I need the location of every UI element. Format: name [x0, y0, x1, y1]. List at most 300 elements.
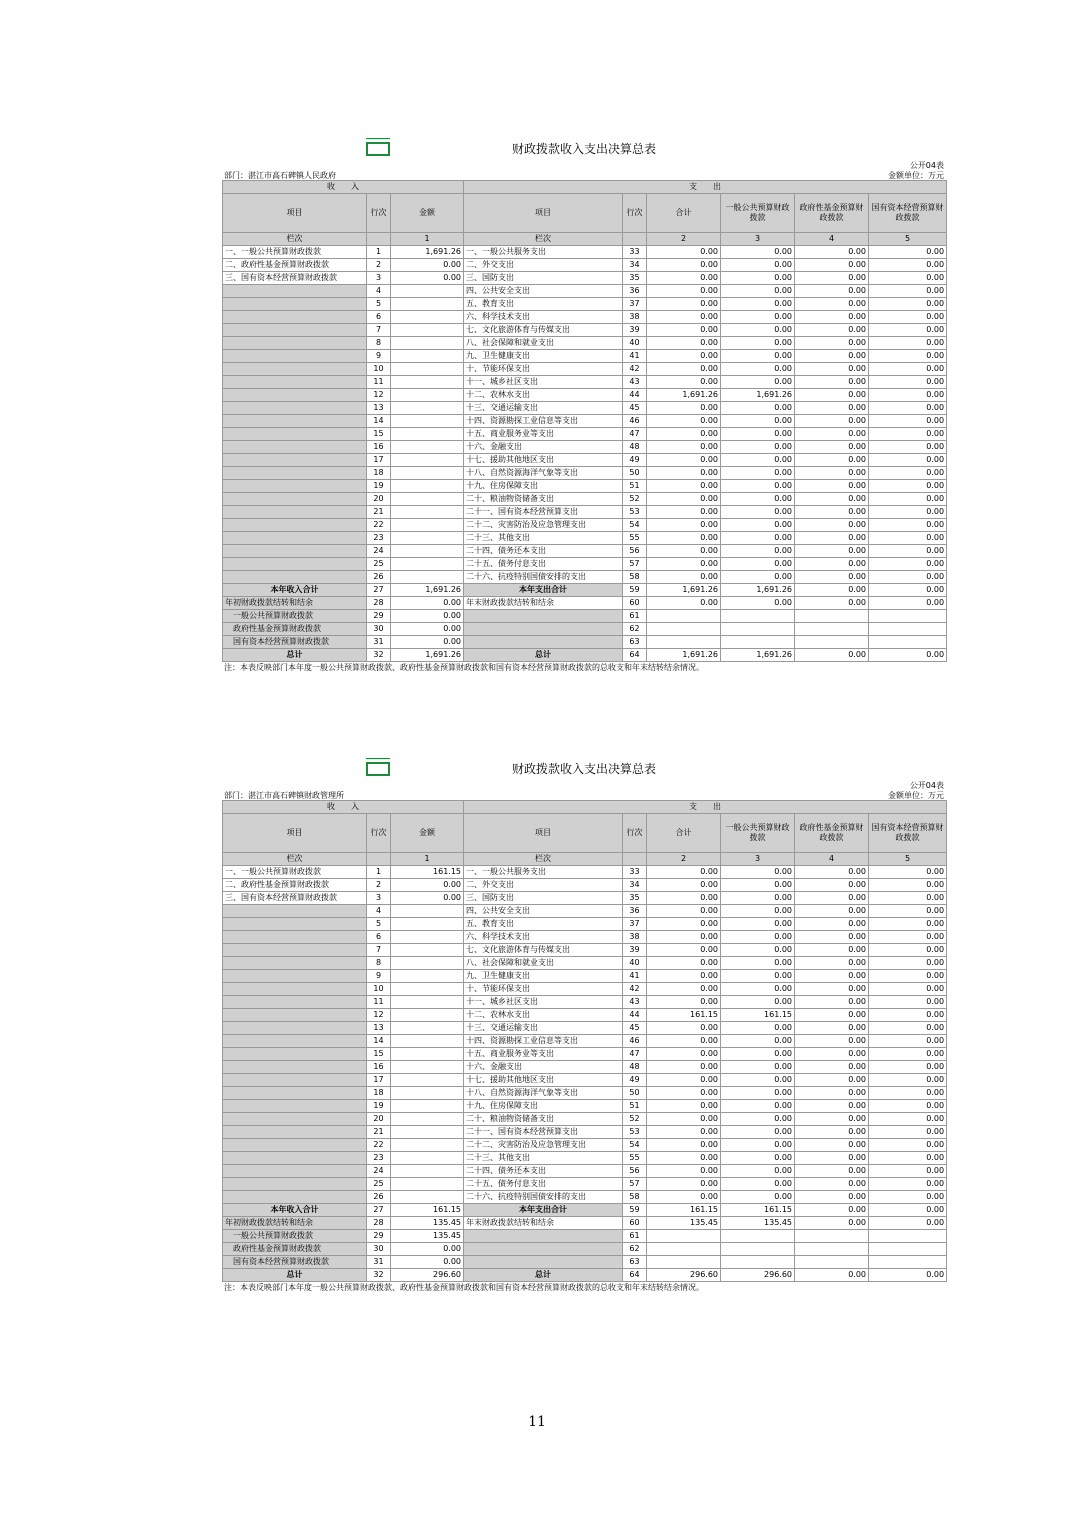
- expense-state: 0.00: [869, 428, 947, 441]
- table-row: [223, 996, 947, 1009]
- empty-cell: [647, 1256, 721, 1269]
- expense-state: 0.00: [869, 545, 947, 558]
- expense-fund: 0.00: [795, 545, 869, 558]
- expense-general: 0.00: [721, 879, 795, 892]
- col-item: 项目: [223, 814, 367, 853]
- expense-item: 二十四、债务还本支出: [464, 545, 623, 558]
- amount-unit: 金额单位：万元: [888, 171, 944, 180]
- expense-fund: 0.00: [795, 1087, 869, 1100]
- empty-cell: [223, 970, 367, 983]
- expense-general: 0.00: [721, 337, 795, 350]
- row-number: 63: [623, 636, 647, 649]
- expense-general: 0.00: [721, 944, 795, 957]
- table-row: [223, 532, 947, 545]
- form-code: 公开04表: [909, 161, 944, 170]
- empty-cell: [869, 636, 947, 649]
- row-number: 22: [367, 1139, 391, 1152]
- expense-item: 十九、住房保障支出: [464, 1100, 623, 1113]
- empty-cell: [223, 1022, 367, 1035]
- expense-general: 0.00: [721, 1178, 795, 1191]
- expense-item: 六、科学技术支出: [464, 311, 623, 324]
- expense-total: 0.00: [647, 931, 721, 944]
- empty-cell: [391, 480, 464, 493]
- table-row: [223, 480, 947, 493]
- table-row: [223, 467, 947, 480]
- income-item: 一、一般公共预算财政拨款: [223, 246, 367, 259]
- expense-total: 0.00: [647, 1126, 721, 1139]
- expense-general: 0.00: [721, 1035, 795, 1048]
- expense-total: 0.00: [647, 506, 721, 519]
- expense-item: 二十五、债务付息支出: [464, 1178, 623, 1191]
- row-number: 46: [623, 1035, 647, 1048]
- expense-state: 0.00: [869, 519, 947, 532]
- expense-general: 0.00: [721, 415, 795, 428]
- grand-row: [223, 1269, 947, 1282]
- expense-state: 0.00: [869, 1009, 947, 1022]
- sub-label: 政府性基金预算财政拨款: [223, 1243, 367, 1256]
- expense-fund: 0.00: [795, 892, 869, 905]
- expense-fund: 0.00: [795, 324, 869, 337]
- empty-cell: [464, 636, 623, 649]
- empty-cell: [223, 1191, 367, 1204]
- expense-general: 0.00: [721, 259, 795, 272]
- empty-cell: [391, 519, 464, 532]
- expense-item: 十二、农林水支出: [464, 1009, 623, 1022]
- empty-cell: [391, 1087, 464, 1100]
- expense-state: 0.00: [869, 441, 947, 454]
- expense-fund: 0.00: [795, 970, 869, 983]
- expense-general: 0.00: [721, 324, 795, 337]
- col-item: 项目: [223, 194, 367, 233]
- expense-state: 0.00: [869, 983, 947, 996]
- expense-total: 0.00: [647, 1074, 721, 1087]
- sub-label: 一般公共预算财政拨款: [223, 610, 367, 623]
- header-row-1: [223, 181, 947, 194]
- table-row: [223, 1087, 947, 1100]
- title-text: 财政拨款收入支出决算总表: [511, 142, 656, 156]
- expense-general: 0.00: [721, 970, 795, 983]
- empty-cell: [391, 1126, 464, 1139]
- table-row: [223, 1074, 947, 1087]
- expense-state: 0.00: [869, 1178, 947, 1191]
- expense-item: 七、文化旅游体育与传媒支出: [464, 324, 623, 337]
- expense-fund: 0.00: [795, 879, 869, 892]
- expense-fund: 0.00: [795, 337, 869, 350]
- expense-state: 0.00: [869, 918, 947, 931]
- row-number: 60: [623, 597, 647, 610]
- row-number: 32: [367, 649, 391, 662]
- row-number: 49: [623, 454, 647, 467]
- empty-cell: [391, 1139, 464, 1152]
- row-number: 16: [367, 441, 391, 454]
- row-number: 53: [623, 506, 647, 519]
- empty-cell: [391, 428, 464, 441]
- row-number: 1: [367, 866, 391, 879]
- expense-fund: 0.00: [795, 1165, 869, 1178]
- row-number: 60: [623, 1217, 647, 1230]
- expense-item: 十三、交通运输支出: [464, 402, 623, 415]
- expense-total: 0.00: [647, 363, 721, 376]
- expense-fund: 0.00: [795, 363, 869, 376]
- expense-total: 0.00: [647, 337, 721, 350]
- total-expense-label: 本年支出合计: [464, 584, 623, 597]
- row-number: 56: [623, 545, 647, 558]
- expense-item: 九、卫生健康支出: [464, 350, 623, 363]
- expense-fund: 0.00: [795, 454, 869, 467]
- row-number: 4: [367, 285, 391, 298]
- sub-amount: 0.00: [391, 610, 464, 623]
- expense-total: 0.00: [647, 879, 721, 892]
- row-number: 38: [623, 931, 647, 944]
- expense-fund: 0.00: [795, 1022, 869, 1035]
- row-number: 19: [367, 1100, 391, 1113]
- lanci-label: 栏次: [464, 853, 623, 866]
- empty-cell: [223, 311, 367, 324]
- title-text: 财政拨款收入支出决算总表: [511, 762, 656, 776]
- table-row: [223, 285, 947, 298]
- row-number: 10: [367, 363, 391, 376]
- expense-state: 0.00: [869, 1152, 947, 1165]
- expense-fund: 0.00: [795, 467, 869, 480]
- row-number: 49: [623, 1074, 647, 1087]
- row-number: 56: [623, 1165, 647, 1178]
- row-number: 48: [623, 1061, 647, 1074]
- expense-fund: 0.00: [795, 983, 869, 996]
- header-row-2: [223, 814, 947, 853]
- row-number: 43: [623, 376, 647, 389]
- begin-amount: 135.45: [391, 1217, 464, 1230]
- expense-fund: 0.00: [795, 1035, 869, 1048]
- sub-label: 国有资本经营预算财政拨款: [223, 1256, 367, 1269]
- row-number: 51: [623, 480, 647, 493]
- empty-cell: [869, 1243, 947, 1256]
- row-number: 18: [367, 467, 391, 480]
- row-number: 5: [367, 918, 391, 931]
- row-number: 24: [367, 545, 391, 558]
- empty-cell: [391, 376, 464, 389]
- expense-general: 0.00: [721, 931, 795, 944]
- row-number: 28: [367, 1217, 391, 1230]
- expense-general: 0.00: [721, 996, 795, 1009]
- empty-cell: [223, 905, 367, 918]
- expense-total: 0.00: [647, 1100, 721, 1113]
- row-number: 13: [367, 1022, 391, 1035]
- income-item: 三、国有资本经营预算财政拨款: [223, 272, 367, 285]
- col-general: 一般公共预算财政拨款: [721, 814, 795, 853]
- empty-cell: [223, 285, 367, 298]
- empty-cell: [464, 623, 623, 636]
- row-number: 58: [623, 1191, 647, 1204]
- row-number: 22: [367, 519, 391, 532]
- expense-item: 十七、援助其他地区支出: [464, 1074, 623, 1087]
- row-number: 8: [367, 337, 391, 350]
- expense-item: 十六、金融支出: [464, 441, 623, 454]
- expense-item: 八、社会保障和就业支出: [464, 957, 623, 970]
- row-number: 37: [623, 298, 647, 311]
- table-row: [223, 272, 947, 285]
- expense-state: 0.00: [869, 246, 947, 259]
- row-number: 10: [367, 983, 391, 996]
- expense-state: 0.00: [869, 1113, 947, 1126]
- empty-cell: [223, 324, 367, 337]
- expense-item: 二十四、债务还本支出: [464, 1165, 623, 1178]
- col-state: 国有资本经营预算财政拨款: [869, 194, 947, 233]
- expense-item: 二十一、国有资本经营预算支出: [464, 1126, 623, 1139]
- table-row: [223, 957, 947, 970]
- row-number: 58: [623, 571, 647, 584]
- expense-item: 二十一、国有资本经营预算支出: [464, 506, 623, 519]
- expense-state: 0.00: [869, 324, 947, 337]
- empty-cell: [647, 623, 721, 636]
- total-income: 1,691.26: [391, 584, 464, 597]
- empty-cell: [623, 233, 647, 246]
- empty-cell: [367, 233, 391, 246]
- expense-total: 0.00: [647, 467, 721, 480]
- empty-cell: [391, 957, 464, 970]
- empty-cell: [721, 1256, 795, 1269]
- row-number: 28: [367, 597, 391, 610]
- row-number: 37: [623, 918, 647, 931]
- expense-fund: 0.00: [795, 905, 869, 918]
- total-expense-label: 本年支出合计: [464, 1204, 623, 1217]
- expense-item: 十、节能环保支出: [464, 363, 623, 376]
- expense-state: 0.00: [869, 350, 947, 363]
- sub-row: [223, 636, 947, 649]
- empty-cell: [869, 623, 947, 636]
- empty-cell: [391, 1022, 464, 1035]
- expense-fund: 0.00: [795, 944, 869, 957]
- income-amount: 0.00: [391, 259, 464, 272]
- expense-general: 0.00: [721, 957, 795, 970]
- expense-total: 0.00: [647, 441, 721, 454]
- income-amount: 1,691.26: [391, 246, 464, 259]
- expense-state: 0.00: [869, 1087, 947, 1100]
- expense-state: 0.00: [869, 337, 947, 350]
- expense-state: 0.00: [869, 389, 947, 402]
- empty-cell: [869, 1230, 947, 1243]
- empty-cell: [223, 1165, 367, 1178]
- expense-fund: 0.00: [795, 1191, 869, 1204]
- sub-row: [223, 610, 947, 623]
- carry-row: [223, 597, 947, 610]
- table-row: [223, 1009, 947, 1022]
- expense-fund: 0.00: [795, 558, 869, 571]
- end-amount: 0.00: [869, 1217, 947, 1230]
- lanci-label: 栏次: [223, 233, 367, 246]
- expense-general: 0.00: [721, 480, 795, 493]
- table-row: [223, 918, 947, 931]
- row-number: 47: [623, 1048, 647, 1061]
- col-index: 3: [721, 853, 795, 866]
- sub-row: [223, 1230, 947, 1243]
- carry-row: [223, 1217, 947, 1230]
- row-number: 40: [623, 337, 647, 350]
- expense-total: 0.00: [647, 350, 721, 363]
- row-number: 2: [367, 259, 391, 272]
- end-amount: 135.45: [647, 1217, 721, 1230]
- expense-total: 0.00: [647, 558, 721, 571]
- expense-general: 161.15: [721, 1009, 795, 1022]
- expense-total: 0.00: [647, 1113, 721, 1126]
- grand-income: 296.60: [391, 1269, 464, 1282]
- empty-cell: [464, 1230, 623, 1243]
- row-number: 29: [367, 610, 391, 623]
- row-number: 16: [367, 1061, 391, 1074]
- end-amount: 0.00: [869, 597, 947, 610]
- expense-fund: 0.00: [795, 1061, 869, 1074]
- table-row: [223, 298, 947, 311]
- expense-header: 支 出: [464, 181, 947, 194]
- table-row: [223, 1035, 947, 1048]
- grand-exp: 0.00: [869, 1269, 947, 1282]
- expense-general: 0.00: [721, 571, 795, 584]
- row-number: 23: [367, 1152, 391, 1165]
- table-row: [223, 1178, 947, 1191]
- income-amount: 0.00: [391, 879, 464, 892]
- expense-total: 0.00: [647, 402, 721, 415]
- row-number: 24: [367, 1165, 391, 1178]
- expense-total: 0.00: [647, 1139, 721, 1152]
- expense-state: 0.00: [869, 996, 947, 1009]
- row-number: 39: [623, 944, 647, 957]
- expense-total: 0.00: [647, 298, 721, 311]
- row-number: 30: [367, 623, 391, 636]
- table-row: [223, 983, 947, 996]
- income-item: 二、政府性基金预算财政拨款: [223, 879, 367, 892]
- row-number: 44: [623, 1009, 647, 1022]
- begin-label: 年初财政拨款结转和结余: [223, 597, 367, 610]
- row-number: 8: [367, 957, 391, 970]
- budget-table: [222, 180, 947, 662]
- empty-cell: [223, 532, 367, 545]
- empty-cell: [464, 1256, 623, 1269]
- expense-fund: 0.00: [795, 1100, 869, 1113]
- row-number: 35: [623, 892, 647, 905]
- income-item: 三、国有资本经营预算财政拨款: [223, 892, 367, 905]
- sub-label: 政府性基金预算财政拨款: [223, 623, 367, 636]
- expense-state: 0.00: [869, 415, 947, 428]
- empty-cell: [391, 350, 464, 363]
- expense-fund: 0.00: [795, 402, 869, 415]
- row-number: 64: [623, 649, 647, 662]
- col-item: 项目: [464, 194, 623, 233]
- expense-fund: 0.00: [795, 376, 869, 389]
- total-income-label: 本年收入合计: [223, 1204, 367, 1217]
- sub-row: [223, 1243, 947, 1256]
- row-number: 35: [623, 272, 647, 285]
- department: 部门：湛江市高石碑镇人民政府: [224, 171, 336, 180]
- expense-total: 0.00: [647, 892, 721, 905]
- expense-total: 0.00: [647, 1152, 721, 1165]
- expense-state: 0.00: [869, 285, 947, 298]
- expense-general: 0.00: [721, 905, 795, 918]
- table-row: [223, 311, 947, 324]
- row-number: 6: [367, 311, 391, 324]
- grand-exp: 1,691.26: [721, 649, 795, 662]
- empty-cell: [391, 506, 464, 519]
- empty-cell: [223, 1087, 367, 1100]
- expense-fund: 0.00: [795, 246, 869, 259]
- expense-general: 0.00: [721, 1191, 795, 1204]
- department: 部门：湛江市高石碑镇财政管理所: [224, 791, 344, 800]
- row-number: 2: [367, 879, 391, 892]
- empty-cell: [464, 1243, 623, 1256]
- expense-general: 0.00: [721, 285, 795, 298]
- row-number: 54: [623, 519, 647, 532]
- row-number: 7: [367, 944, 391, 957]
- expense-general: 0.00: [721, 983, 795, 996]
- expense-fund: 0.00: [795, 1178, 869, 1191]
- table-row: [223, 571, 947, 584]
- index-row: [223, 853, 947, 866]
- selected-cell-marker[interactable]: [366, 142, 390, 156]
- empty-cell: [223, 298, 367, 311]
- table-row: [223, 428, 947, 441]
- row-number: 43: [623, 996, 647, 1009]
- empty-cell: [647, 1230, 721, 1243]
- expense-state: 0.00: [869, 493, 947, 506]
- table-row: [223, 441, 947, 454]
- expense-fund: 0.00: [795, 1139, 869, 1152]
- expense-item: 十六、金融支出: [464, 1061, 623, 1074]
- form-code: 公开04表: [909, 781, 944, 790]
- empty-cell: [391, 493, 464, 506]
- empty-cell: [391, 944, 464, 957]
- empty-cell: [795, 1243, 869, 1256]
- expense-state: 0.00: [869, 558, 947, 571]
- empty-cell: [223, 983, 367, 996]
- empty-cell: [647, 1243, 721, 1256]
- expense-general: 0.00: [721, 1100, 795, 1113]
- row-number: 55: [623, 1152, 647, 1165]
- expense-state: 0.00: [869, 454, 947, 467]
- income-amount: 0.00: [391, 892, 464, 905]
- empty-cell: [391, 415, 464, 428]
- expense-item: 二、外交支出: [464, 879, 623, 892]
- expense-state: 0.00: [869, 892, 947, 905]
- expense-state: 0.00: [869, 944, 947, 957]
- table-row: [223, 363, 947, 376]
- empty-cell: [223, 337, 367, 350]
- expense-fund: 0.00: [795, 298, 869, 311]
- empty-cell: [223, 1178, 367, 1191]
- expense-item: 二十、粮油物资储备支出: [464, 1113, 623, 1126]
- total-exp: 0.00: [795, 584, 869, 597]
- expense-general: 0.00: [721, 532, 795, 545]
- expense-general: 0.00: [721, 1087, 795, 1100]
- expense-state: 0.00: [869, 931, 947, 944]
- expense-total: 0.00: [647, 996, 721, 1009]
- row-number: 9: [367, 350, 391, 363]
- grand-exp: 1,691.26: [647, 649, 721, 662]
- selected-cell-marker[interactable]: [366, 762, 390, 776]
- table-row: [223, 1139, 947, 1152]
- row-number: 61: [623, 1230, 647, 1243]
- sheet-title: [222, 140, 946, 158]
- table-row: [223, 454, 947, 467]
- expense-general: 0.00: [721, 918, 795, 931]
- col-total: 合计: [647, 194, 721, 233]
- sheet-title: [222, 760, 946, 778]
- expense-general: 0.00: [721, 519, 795, 532]
- sub-amount: 0.00: [391, 636, 464, 649]
- income-item: 二、政府性基金预算财政拨款: [223, 259, 367, 272]
- col-index: 3: [721, 233, 795, 246]
- col-index: 4: [795, 233, 869, 246]
- row-number: 27: [367, 1204, 391, 1217]
- expense-item: 三、国防支出: [464, 272, 623, 285]
- row-number: 34: [623, 259, 647, 272]
